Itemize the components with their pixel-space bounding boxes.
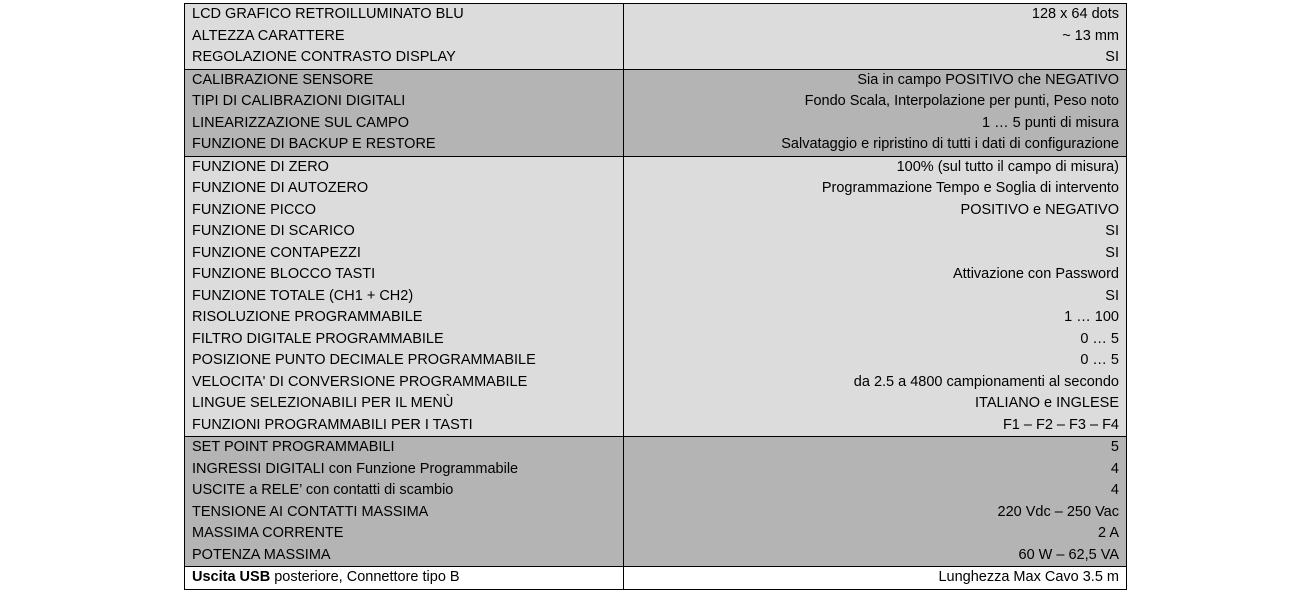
row-label: FUNZIONE DI SCARICO — [185, 221, 624, 243]
table-row — [185, 437, 1127, 459]
table-row — [185, 393, 1127, 415]
table-row — [185, 459, 1127, 481]
table-row — [185, 243, 1127, 265]
row-label: FUNZIONI PROGRAMMABILI PER I TASTI — [185, 415, 624, 437]
table-row — [185, 307, 1127, 329]
row-label: FUNZIONE DI ZERO — [185, 156, 624, 178]
row-value: 0 … 5 — [624, 350, 1127, 372]
row-label: CALIBRAZIONE SENSORE — [185, 69, 624, 91]
row-value: 5 — [624, 437, 1127, 459]
row-label: SET POINT PROGRAMMABILI — [185, 437, 624, 459]
spec-group — [185, 156, 1127, 437]
table-row — [185, 523, 1127, 545]
usb-label-bold: Uscita USB — [192, 569, 271, 585]
spec-group — [185, 437, 1127, 567]
row-label: FUNZIONE PICCO — [185, 200, 624, 222]
row-label: USCITE a RELE’ con contatti di scambio — [185, 480, 624, 502]
row-label: VELOCITA' DI CONVERSIONE PROGRAMMABILE — [185, 372, 624, 394]
row-value: F1 – F2 – F3 – F4 — [624, 415, 1127, 437]
row-value: 1 … 100 — [624, 307, 1127, 329]
row-label: LCD GRAFICO RETROILLUMINATO BLU — [185, 4, 624, 26]
table-row — [185, 200, 1127, 222]
row-value: POSITIVO e NEGATIVO — [624, 200, 1127, 222]
row-label: FILTRO DIGITALE PROGRAMMABILE — [185, 329, 624, 351]
spec-group — [185, 69, 1127, 156]
row-value: SI — [624, 243, 1127, 265]
row-label: TIPI DI CALIBRAZIONI DIGITALI — [185, 91, 624, 113]
row-label: ALTEZZA CARATTERE — [185, 26, 624, 48]
table-row — [185, 329, 1127, 351]
row-value: Lunghezza Max Cavo 3.5 m — [624, 567, 1127, 590]
row-label: FUNZIONE TOTALE (CH1 + CH2) — [185, 286, 624, 308]
table-row — [185, 372, 1127, 394]
row-value: 220 Vdc – 250 Vac — [624, 502, 1127, 524]
row-label: FUNZIONE CONTAPEZZI — [185, 243, 624, 265]
table-row — [185, 91, 1127, 113]
row-value: ITALIANO e INGLESE — [624, 393, 1127, 415]
row-label: LINGUE SELEZIONABILI PER IL MENÙ — [185, 393, 624, 415]
table-row — [185, 286, 1127, 308]
table-row — [185, 134, 1127, 156]
row-value: SI — [624, 221, 1127, 243]
table-row — [185, 480, 1127, 502]
row-label: POSIZIONE PUNTO DECIMALE PROGRAMMABILE — [185, 350, 624, 372]
usb-group — [185, 567, 1127, 590]
table-row — [185, 178, 1127, 200]
row-value: 0 … 5 — [624, 329, 1127, 351]
row-value: 4 — [624, 459, 1127, 481]
table-row — [185, 502, 1127, 524]
table-row — [185, 221, 1127, 243]
row-value: 100% (sul tutto il campo di misura) — [624, 156, 1127, 178]
row-label: POTENZA MASSIMA — [185, 545, 624, 567]
row-value: 1 … 5 punti di misura — [624, 113, 1127, 135]
row-value: SI — [624, 286, 1127, 308]
table-row — [185, 113, 1127, 135]
row-label: FUNZIONE DI BACKUP E RESTORE — [185, 134, 624, 156]
table-row — [185, 156, 1127, 178]
row-label — [185, 567, 624, 590]
row-value: SI — [624, 47, 1127, 69]
row-label: LINEARIZZAZIONE SUL CAMPO — [185, 113, 624, 135]
row-value: ~ 13 mm — [624, 26, 1127, 48]
row-label: REGOLAZIONE CONTRASTO DISPLAY — [185, 47, 624, 69]
row-label: INGRESSI DIGITALI con Funzione Programmabile — [185, 459, 624, 481]
usb-label-rest: posteriore, Connettore tipo B — [270, 569, 460, 585]
row-value: 2 A — [624, 523, 1127, 545]
row-value: 128 x 64 dots — [624, 4, 1127, 26]
table-row — [185, 69, 1127, 91]
row-label: FUNZIONE DI AUTOZERO — [185, 178, 624, 200]
table-row — [185, 26, 1127, 48]
row-label: FUNZIONE BLOCCO TASTI — [185, 264, 624, 286]
row-label: MASSIMA CORRENTE — [185, 523, 624, 545]
table-row — [185, 264, 1127, 286]
table-row — [185, 47, 1127, 69]
row-label: TENSIONE AI CONTATTI MASSIMA — [185, 502, 624, 524]
table-row — [185, 545, 1127, 567]
spec-group — [185, 4, 1127, 70]
row-value: Attivazione con Password — [624, 264, 1127, 286]
table-row — [185, 350, 1127, 372]
row-value: Salvataggio e ripristino di tutti i dati di configurazione — [624, 134, 1127, 156]
table-row — [185, 415, 1127, 437]
row-value: Fondo Scala, Interpolazione per punti, Peso noto — [624, 91, 1127, 113]
row-value: Programmazione Tempo e Soglia di intervento — [624, 178, 1127, 200]
row-value: 60 W – 62,5 VA — [624, 545, 1127, 567]
row-value: Sia in campo POSITIVO che NEGATIVO — [624, 69, 1127, 91]
table-row — [185, 567, 1127, 590]
table-row — [185, 4, 1127, 26]
row-value: 4 — [624, 480, 1127, 502]
spec-table — [184, 3, 1127, 590]
row-label: RISOLUZIONE PROGRAMMABILE — [185, 307, 624, 329]
row-value: da 2.5 a 4800 campionamenti al secondo — [624, 372, 1127, 394]
